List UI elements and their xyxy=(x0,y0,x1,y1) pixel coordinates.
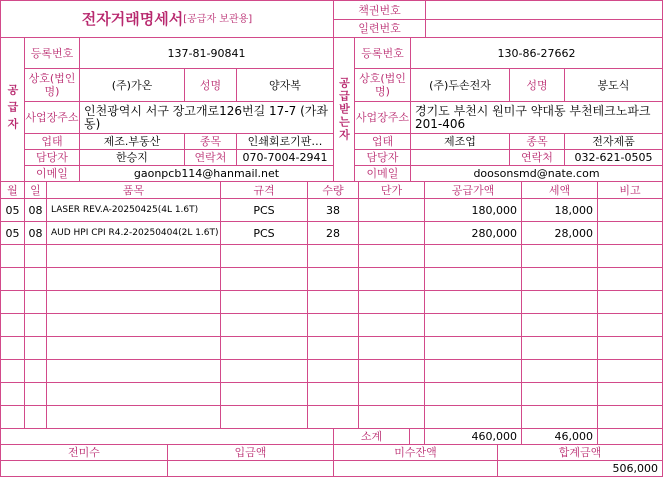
item-cell-price xyxy=(358,267,425,291)
title-block xyxy=(0,0,334,38)
col-header-tax: 세액 xyxy=(521,181,598,199)
item-cell-day xyxy=(24,290,47,314)
item-cell-month xyxy=(0,336,25,360)
book-no-label: 책권번호 xyxy=(333,0,426,20)
item-cell-tax xyxy=(521,244,598,268)
item-cell-item xyxy=(46,405,221,429)
item-cell-supply xyxy=(424,290,522,314)
item-cell-month xyxy=(0,359,25,383)
col-header-day: 일 xyxy=(24,181,47,199)
item-cell-supply xyxy=(424,405,522,429)
item-cell-spec xyxy=(220,290,308,314)
item-cell-note xyxy=(597,267,663,291)
item-cell-tax: 28,000 xyxy=(521,221,598,245)
item-cell-day xyxy=(24,336,47,360)
col-header-month: 월 xyxy=(0,181,25,199)
item-cell-supply xyxy=(424,382,522,406)
supplier-email: gaonpcb114@hanmail.net xyxy=(79,165,334,182)
item-cell-price xyxy=(358,244,425,268)
col-header-note: 비고 xyxy=(597,181,663,199)
supplier-side-label: 공급자 xyxy=(0,37,25,182)
paid-label: 입금액 xyxy=(167,444,334,461)
receiver-email: doosonsmd@nate.com xyxy=(410,165,663,182)
item-cell-supply: 280,000 xyxy=(424,221,522,245)
unpaid-value xyxy=(0,460,168,477)
supplier-manager: 한승지 xyxy=(79,149,185,166)
receiver-biz-type-label: 업태 xyxy=(354,133,411,150)
item-cell-qty xyxy=(307,382,359,406)
item-cell-price xyxy=(358,290,425,314)
item-cell-qty: 28 xyxy=(307,221,359,245)
item-cell-price xyxy=(358,359,425,383)
receiver-addr: 경기도 부천시 원미구 약대동 부천테크노파크 201-406 xyxy=(410,101,663,134)
supplier-biz-type-label: 업태 xyxy=(24,133,80,150)
item-cell-note xyxy=(597,244,663,268)
item-cell-month xyxy=(0,267,25,291)
supplier-email-label: 이메일 xyxy=(24,165,80,182)
supplier-biz-item: 인쇄회로기판… xyxy=(236,133,334,150)
item-cell-price xyxy=(358,382,425,406)
receiver-rep-label: 성명 xyxy=(509,68,565,102)
item-cell-qty: 38 xyxy=(307,198,359,222)
receiver-biz-item-label: 종목 xyxy=(509,133,565,150)
item-cell-supply xyxy=(424,267,522,291)
col-header-supply: 공급가액 xyxy=(424,181,522,199)
item-cell-tax: 18,000 xyxy=(521,198,598,222)
item-cell-item xyxy=(46,267,221,291)
item-cell-day: 08 xyxy=(24,198,47,222)
item-cell-supply: 180,000 xyxy=(424,198,522,222)
item-cell-tax xyxy=(521,313,598,337)
receiver-name-label: 상호(법인명) xyxy=(354,68,411,102)
supplier-name: (주)가온 xyxy=(79,68,185,102)
col-header-item: 품목 xyxy=(46,181,221,199)
receiver-rep: 봉도식 xyxy=(564,68,663,102)
item-cell-spec xyxy=(220,382,308,406)
item-cell-item xyxy=(46,244,221,268)
item-cell-day xyxy=(24,244,47,268)
item-cell-qty xyxy=(307,359,359,383)
item-cell-item xyxy=(46,290,221,314)
receiver-reg-no: 130-86-27662 xyxy=(410,37,663,69)
receiver-biz-item: 전자제품 xyxy=(564,133,663,150)
item-cell-qty xyxy=(307,290,359,314)
item-cell-note xyxy=(597,313,663,337)
item-cell-item xyxy=(46,382,221,406)
subtotal-price-cell xyxy=(409,428,425,445)
item-cell-tax xyxy=(521,405,598,429)
item-cell-spec xyxy=(220,336,308,360)
item-cell-month: 05 xyxy=(0,221,25,245)
item-cell-day xyxy=(24,267,47,291)
item-cell-spec: PCS xyxy=(220,198,308,222)
supplier-contact: 070-7004-2941 xyxy=(236,149,334,166)
item-cell-qty xyxy=(307,267,359,291)
item-cell-month xyxy=(0,382,25,406)
item-cell-note xyxy=(597,405,663,429)
item-cell-note xyxy=(597,382,663,406)
subtotal-spacer xyxy=(0,428,334,445)
item-cell-price xyxy=(358,221,425,245)
supplier-rep: 양자복 xyxy=(236,68,334,102)
item-cell-price xyxy=(358,405,425,429)
item-cell-qty xyxy=(307,405,359,429)
item-cell-supply xyxy=(424,244,522,268)
item-cell-item xyxy=(46,336,221,360)
receiver-name: (주)두손전자 xyxy=(410,68,510,102)
item-cell-supply xyxy=(424,359,522,383)
item-cell-month xyxy=(0,290,25,314)
item-cell-supply xyxy=(424,313,522,337)
item-cell-day xyxy=(24,359,47,383)
item-cell-spec xyxy=(220,267,308,291)
col-header-qty: 수량 xyxy=(307,181,359,199)
col-header-spec: 규격 xyxy=(220,181,308,199)
receiver-email-label: 이메일 xyxy=(354,165,411,182)
supplier-reg-no: 137-81-90841 xyxy=(79,37,334,69)
receiver-biz-type: 제조업 xyxy=(410,133,510,150)
item-cell-qty xyxy=(307,336,359,360)
book-no-value xyxy=(425,0,663,20)
document-subtitle: [공급자 보관용] xyxy=(183,13,253,25)
paid-value xyxy=(167,460,334,477)
receiver-contact-label: 연락처 xyxy=(509,149,565,166)
item-cell-item xyxy=(46,313,221,337)
item-cell-supply xyxy=(424,336,522,360)
item-cell-spec xyxy=(220,313,308,337)
serial-no-label: 일련번호 xyxy=(333,19,426,38)
item-cell-day xyxy=(24,382,47,406)
supplier-manager-label: 담당자 xyxy=(24,149,80,166)
item-cell-day xyxy=(24,405,47,429)
supplier-addr: 인천광역시 서구 장고개로126번길 17-7 (가좌동) xyxy=(79,101,334,134)
receiver-reg-label: 등록번호 xyxy=(354,37,411,69)
item-cell-spec: PCS xyxy=(220,221,308,245)
receiver-side-label: 공급받는자 xyxy=(333,37,355,182)
unpaid-label: 전미수 xyxy=(0,444,168,461)
total-label: 합계금액 xyxy=(497,444,663,461)
item-cell-month xyxy=(0,405,25,429)
item-cell-spec xyxy=(220,244,308,268)
serial-no-value xyxy=(425,19,663,38)
total-value: 506,000 xyxy=(497,460,663,477)
subtotal-tax: 46,000 xyxy=(521,428,598,445)
items-table xyxy=(0,181,663,429)
supplier-name-label: 상호(법인명) xyxy=(24,68,80,102)
balance-label: 미수잔액 xyxy=(333,444,498,461)
item-cell-tax xyxy=(521,336,598,360)
item-cell-day: 08 xyxy=(24,221,47,245)
item-cell-item xyxy=(46,359,221,383)
item-cell-note xyxy=(597,290,663,314)
col-header-price: 단가 xyxy=(358,181,425,199)
item-cell-tax xyxy=(521,382,598,406)
item-cell-qty xyxy=(307,244,359,268)
item-cell-item: AUD HPI CPI R4.2-20250404(2L 1.6T) xyxy=(46,221,221,245)
item-cell-note xyxy=(597,336,663,360)
supplier-biz-item-label: 종목 xyxy=(184,133,237,150)
receiver-manager-label: 담당자 xyxy=(354,149,411,166)
supplier-reg-label: 등록번호 xyxy=(24,37,80,69)
supplier-addr-label: 사업장주소 xyxy=(24,101,80,134)
item-cell-note xyxy=(597,198,663,222)
item-cell-tax xyxy=(521,290,598,314)
item-cell-item: LASER REV.A-20250425(4L 1.6T) xyxy=(46,198,221,222)
item-cell-tax xyxy=(521,267,598,291)
balance-value xyxy=(333,460,498,477)
item-cell-spec xyxy=(220,405,308,429)
receiver-contact: 032-621-0505 xyxy=(564,149,663,166)
receiver-addr-label: 사업장주소 xyxy=(354,101,411,134)
item-cell-note xyxy=(597,221,663,245)
item-cell-price xyxy=(358,198,425,222)
subtotal-label: 소계 xyxy=(333,428,410,445)
item-cell-spec xyxy=(220,359,308,383)
supplier-biz-type: 제조.부동산 xyxy=(79,133,185,150)
receiver-manager xyxy=(410,149,510,166)
item-cell-note xyxy=(597,359,663,383)
item-cell-month xyxy=(0,244,25,268)
subtotal-supply: 460,000 xyxy=(424,428,522,445)
item-cell-qty xyxy=(307,313,359,337)
item-cell-day xyxy=(24,313,47,337)
item-cell-tax xyxy=(521,359,598,383)
item-cell-month xyxy=(0,313,25,337)
item-cell-month: 05 xyxy=(0,198,25,222)
document-title: 전자거래명세서 xyxy=(81,9,184,28)
item-cell-price xyxy=(358,313,425,337)
supplier-contact-label: 연락처 xyxy=(184,149,237,166)
subtotal-note xyxy=(597,428,663,445)
item-cell-price xyxy=(358,336,425,360)
supplier-rep-label: 성명 xyxy=(184,68,237,102)
